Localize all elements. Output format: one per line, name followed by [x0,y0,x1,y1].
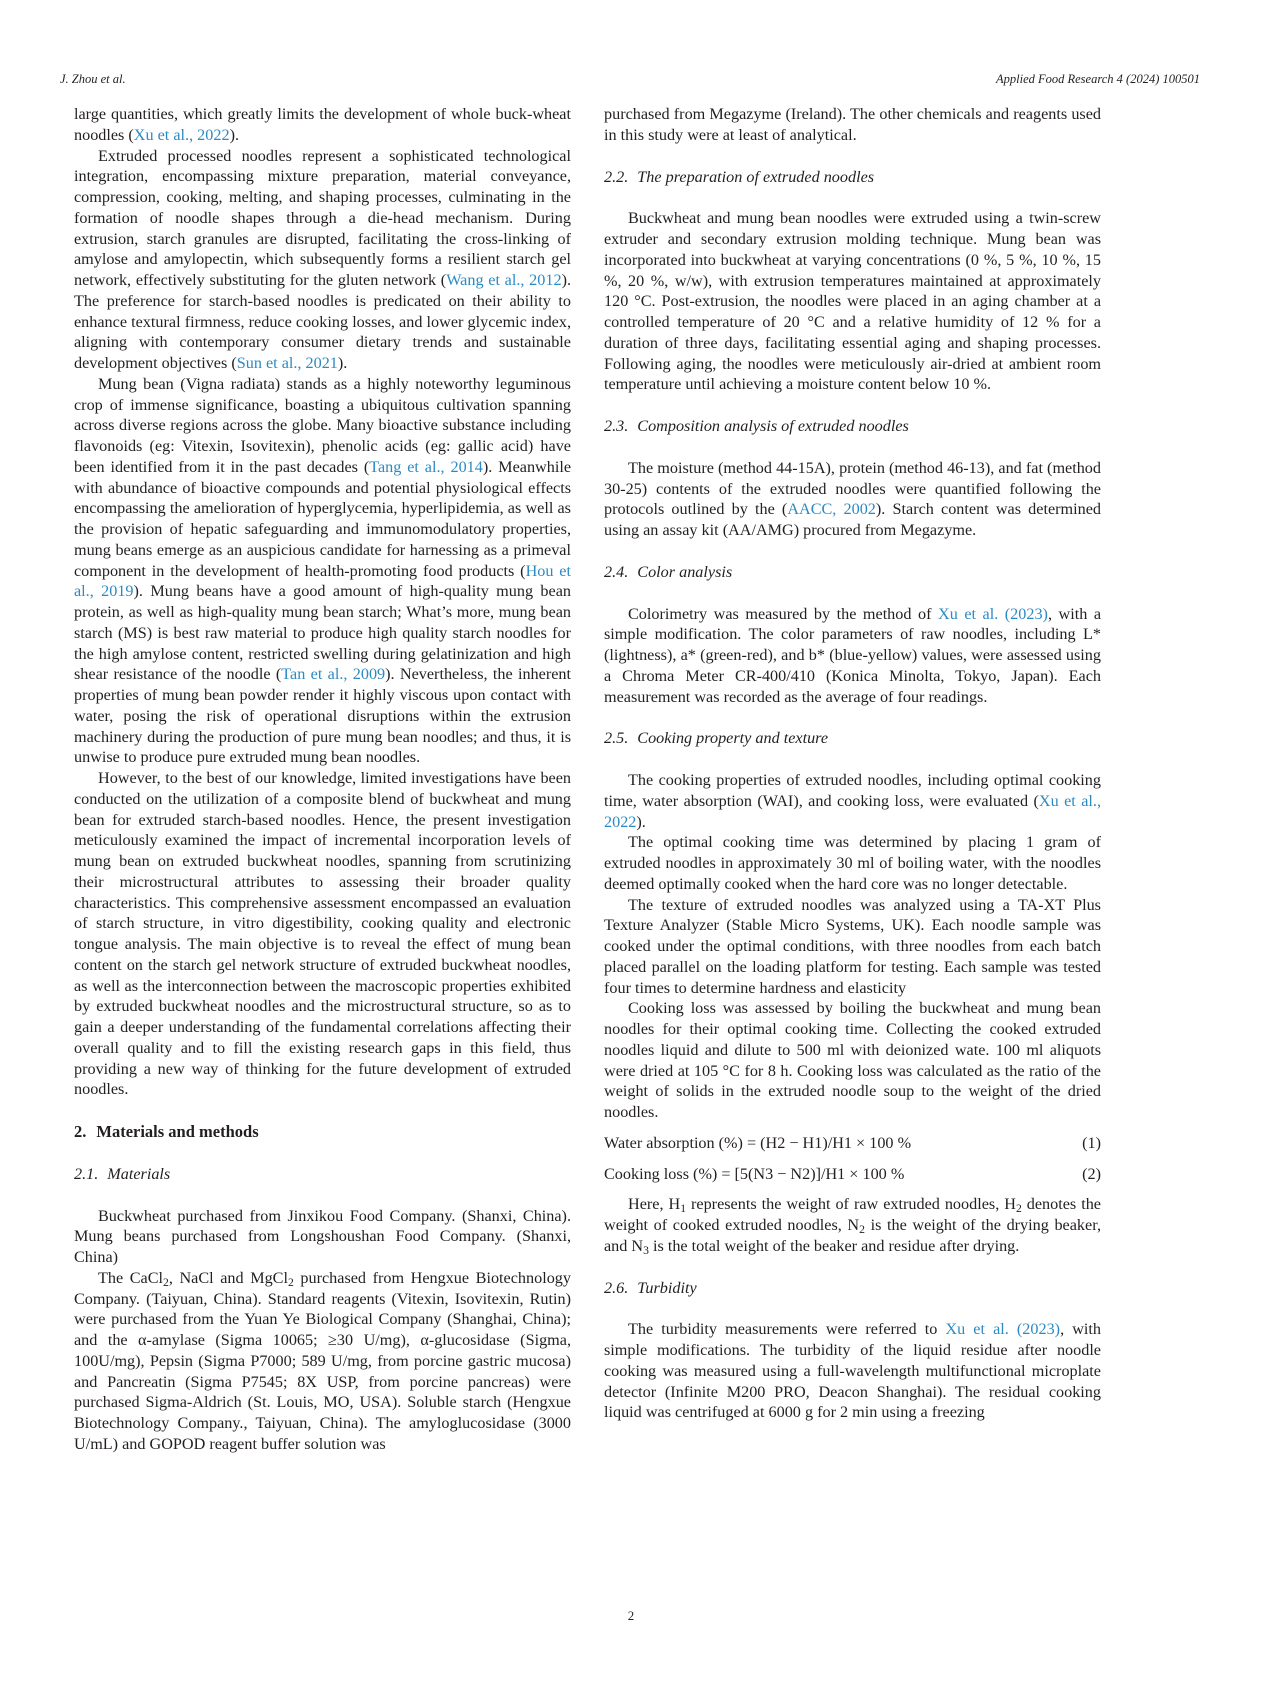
subsection-number: 2.2. [604,167,629,186]
citation-link[interactable]: Xu et al. (2023) [938,604,1048,623]
text: ). Meanwhile with abundance of bioactive compounds and potential physiological effects encompassing the amelioration of hyperglycemia, hyperlipidemia, as well as the provision of hepatic safeguarding and immunomodulatory properties, mung beans emerge as an auspicious candidate for harnessing as a primeval component in the development of health-promoting food products ( [74,457,572,580]
text: , with simple modifications. The turbidity of the liquid residue after noodle cooking was measured using a full-wavelength multifunctional microplate detector (Infinite M200 PRO, Deacon Shanghai). The residual cooking liquid was centrifuged at 6000 g for 2 min using a freezing [604,1320,1101,1422]
citation-link[interactable]: Xu et al., 2022 [133,125,230,144]
text: ). Nevertheless, the inherent properties of mung bean powder render it highly viscous upon contact with water, posing the risk of operational disruptions within the extrusion machinery during the production of pure mung bean noodles; and thus, it is unwise to produce pure extruded mung bean noodles. [74,665,572,767]
equation-label: (1) [1082,1133,1101,1152]
subsection-number: 2.3. [604,417,629,435]
subsection-number: 2.5. [604,729,629,748]
running-header [60,72,1200,92]
equation-formula: Water absorption (%) = (H2 − H1)/H1 × 100 % [604,1133,912,1152]
subsection-title: The preparation of extruded noodles [637,167,875,186]
left-column [74,104,571,1455]
equation-water-absorption [604,1133,1101,1154]
equation-formula: Cooking loss (%) = [5(N3 − N2)]/H1 × 100 % [604,1164,905,1183]
text: ). [337,354,348,372]
text: is the total weight of the beaker and residue after drying. [648,1236,1020,1255]
text: ). The preference for starch-based noodles is predicated on their ability to enhance textural firmness, reduce cooking losses, and lower glycemic index, aligning with contemporary consumer dietary trends and sustainable development objectives ( [74,271,571,372]
subscript: 2 [1015,1202,1022,1216]
subsection-number: 2.1. [74,1164,99,1183]
text: Here, H [628,1195,681,1214]
subsection-heading [604,167,1101,188]
paragraph: Buckwheat purchased from Jinxikou Food Company. (Shanxi, China). Mung beans purchased from Longshoushan Food Company. (Shanxi, China) [74,1206,571,1266]
text: Extruded processed noodles represent a sophisticated technological integration, encompassing mixture preparation, material conveyance, compression, cooking, melting, and shaping processes, culminating in the formation of noodle shapes through a die-head mechanism. During extrusion, starch granules are disrupted, facilitating the cross-linking of amylose and amylopectin, which subsequently forms a resilient starch gel network, effectively substituting for the gluten network ( [74,146,571,289]
header-authors: J. Zhou et al. [60,72,126,86]
subscript: 2 [287,1275,294,1289]
subsection-heading [604,416,1101,437]
text: is the weight of the drying beaker, and N [604,1216,1101,1255]
text: ). Starch content was determined using an assay kit (AA/AMG) procured from Megazyme. [604,500,1101,539]
text: The turbidity measurements were referred to [628,1320,946,1339]
paragraph [604,1319,1101,1423]
text: denotes the weight of cooked extruded noodles, N [604,1195,1101,1234]
citation-link[interactable]: Xu et al. (2023) [945,1320,1061,1339]
equation-label: (2) [1082,1164,1101,1183]
text: ). [636,812,646,831]
subsection-heading [604,1278,1101,1299]
subsection-heading [604,728,1101,749]
paragraph: However, to the best of our knowledge, limited investigations have been conducted on the utilization of a composite blend of buckwheat and mung bean for extruded starch-based noodles. Hence, the present investigation meticulously examined the impact of incremental incorporation levels of mung bean on extruded buckwheat noodles, spanning from scrutinizing their microstructural attributes to assessing their broader quality characteristics. This comprehensive assessment encompassed an evaluation of starch structure, in vitro digestibility, cooking quality and electronic tongue analysis. The main objective is to reveal the effect of mung bean content on the starch gel network structure of extruded buckwheat noodles, as well as the interconnection between the macroscopic properties exhibited by extruded buckwheat noodles and the microstructural structure, so as to gain a deeper understanding of the fundamental correlations affecting their overall quality and to fill the existing research gaps in this field, thus providing a new way of thinking for the future development of extruded noodles. [74,769,571,1099]
equation-cooking-loss [604,1164,1101,1185]
citation-link[interactable]: Hou et al., 2019 [74,561,571,601]
text: The cooking properties of extruded noodles, including optimal cooking time, water absorption (WAI), and cooking loss, were evaluated ( [604,771,1101,810]
paragraph: The optimal cooking time was determined by placing 1 gram of extruded noodles in approximately 30 ml of boiling water, with the noodles deemed optimally cooked when the hard core was no longer detectable. [604,833,1101,893]
subsection-title: Materials [107,1164,171,1183]
section-title: Materials and methods [96,1122,259,1141]
text: Colorimetry was measured by the method of [628,604,939,623]
subscript: 2 [163,1275,169,1289]
right-column [604,104,1101,1423]
citation-link[interactable]: Tang et al., 2014 [369,457,483,476]
subsection-heading [604,562,1101,583]
text: represents the weight of raw extruded noodles, H [686,1195,1016,1214]
text: purchased from Hengxue Biotechnology Company. (Taiyuan, China). Standard reagents (Vitexin, Isovitexin, Rutin) were purchased from the Yuan Ye Biological Company (Shanghai, China); and the α-amylase (Sigma 10065; ≥30 U/mg), α-glucosidase (Sigma, 100U/mg), Pepsin (Sigma P7000; 589 U/mg, from porcine gastric mucosa) and Pancreatin (Sigma P7545; 8X USP, from porcine pancreas) were purchased Sigma-Aldrich (St. Louis, MO, USA). Soluble starch (Hengxue Biotechnology Company., Taiyuan, China). The amyloglucosidase (3000 U/mL) and GOPOD reagent buffer solution was [74,1268,571,1453]
text: large quantities, which greatly limits the development of whole buck-wheat noodles ( [74,105,571,144]
paragraph [604,770,1101,832]
citation-link[interactable]: AACC, 2002 [787,500,876,519]
paragraph [604,458,1101,541]
text: Mung bean (Vigna radiata) stands as a highly noteworthy leguminous crop of immense significance, boasting a ubiquitous cultivation spanning across diverse regions across the globe. Many bioactive substance including flavonoids (eg: Vitexin, Isovitexin), phenolic acids (eg: gallic acid) have been identified from it in the past decades ( [74,374,571,476]
paragraph: Buckwheat and mung bean noodles were extruded using a twin-screw extruder and secondary extrusion molding technique. Mung bean was incorporated into buckwheat at varying concentrations (0 %, 5 %, 10 %, 15 %, 20 %, w/w), with extrusion temperatures maintained at approximately 120 °C. Post-extrusion, the noodles were placed in an aging chamber at a controlled temperature of 20 °C and a relative humidity of 12 % for a duration of three days, facilitating essential aging and shaping processes. Following aging, the noodles were meticulously air-dried at ambient room temperature until achieving a moisture content below 10 %. [604,209,1101,394]
citation-link[interactable]: Tan et al., 2009 [281,665,386,684]
paragraph [604,1194,1101,1256]
subsection-title: Color analysis [637,562,733,581]
text: , NaCl and MgCl [168,1268,288,1287]
paragraph [74,146,571,374]
paragraph [74,1268,571,1455]
section-number: 2. [74,1122,87,1141]
paragraph: The texture of extruded noodles was analyzed using a TA-XT Plus Texture Analyzer (Stable Micro Systems, UK). Each noodle sample was cooked under the optimal conditions, with three noodles from each batch placed parallel on the loading platform for testing. Each sample was tested four times to determine hardness and elasticity [604,895,1101,997]
subsection-title: Composition analysis of extruded noodles [637,417,909,435]
paragraph: purchased from Megazyme (Ireland). The other chemicals and reagents used in this study were at least of analytical. [604,105,1101,144]
text: The CaCl [98,1268,164,1287]
text: ). [229,125,239,144]
subsection-number: 2.4. [604,562,629,581]
paragraph [604,604,1101,708]
subscript: 1 [680,1202,687,1216]
text: , with a simple modification. The color parameters of raw noodles, including L* (lightness), a* (green-red), and b* (blue-yellow) values, were assessed using a Chroma Meter CR-400/410 (Konica Minolta, Tokyo, Japan). Each measurement was recorded as the average of four readings. [604,604,1102,706]
subscript: 2 [859,1222,865,1236]
citation-link[interactable]: Xu et al., 2022 [604,791,1101,831]
text: The moisture (method 44-15A), protein (method 46-13), and fat (method 30-25) contents of the extruded noodles were quantified following the protocols outlined by the ( [604,458,1101,519]
paragraph: Cooking loss was assessed by boiling the buckwheat and mung bean noodles for their optimal cooking time. Collecting the cooked extruded noodles liquid and dilute to 500 ml with deionized wate. 100 ml aliquots were dried at 105 °C for 8 h. Cooking loss was calculated as the ratio of the weight of solids in the extruded noodle soup to the weight of the dried noodles. [604,999,1101,1121]
subscript: 3 [643,1243,649,1257]
subsection-heading [74,1164,571,1185]
subsection-number: 2.6. [604,1278,629,1297]
page-number: 2 [627,1608,635,1623]
paragraph [74,104,571,146]
citation-link[interactable]: Wang et al., 2012 [446,271,562,289]
paragraph [74,374,571,768]
subsection-title: Cooking property and texture [637,729,829,748]
citation-link[interactable]: Sun et al., 2021 [236,354,338,372]
section-heading [74,1122,571,1143]
header-journal: Applied Food Research 4 (2024) 100501 [995,72,1200,86]
subsection-title: Turbidity [637,1278,697,1297]
text: ). Mung beans have a good amount of high-quality mung bean protein, as well as high-quality mung bean starch; What’s more, mung bean starch (MS) is best raw material to produce high quality starch noodles for the high amylose content, restricted swelling during gelatinization and high shear resistance of the noodle ( [74,582,571,684]
